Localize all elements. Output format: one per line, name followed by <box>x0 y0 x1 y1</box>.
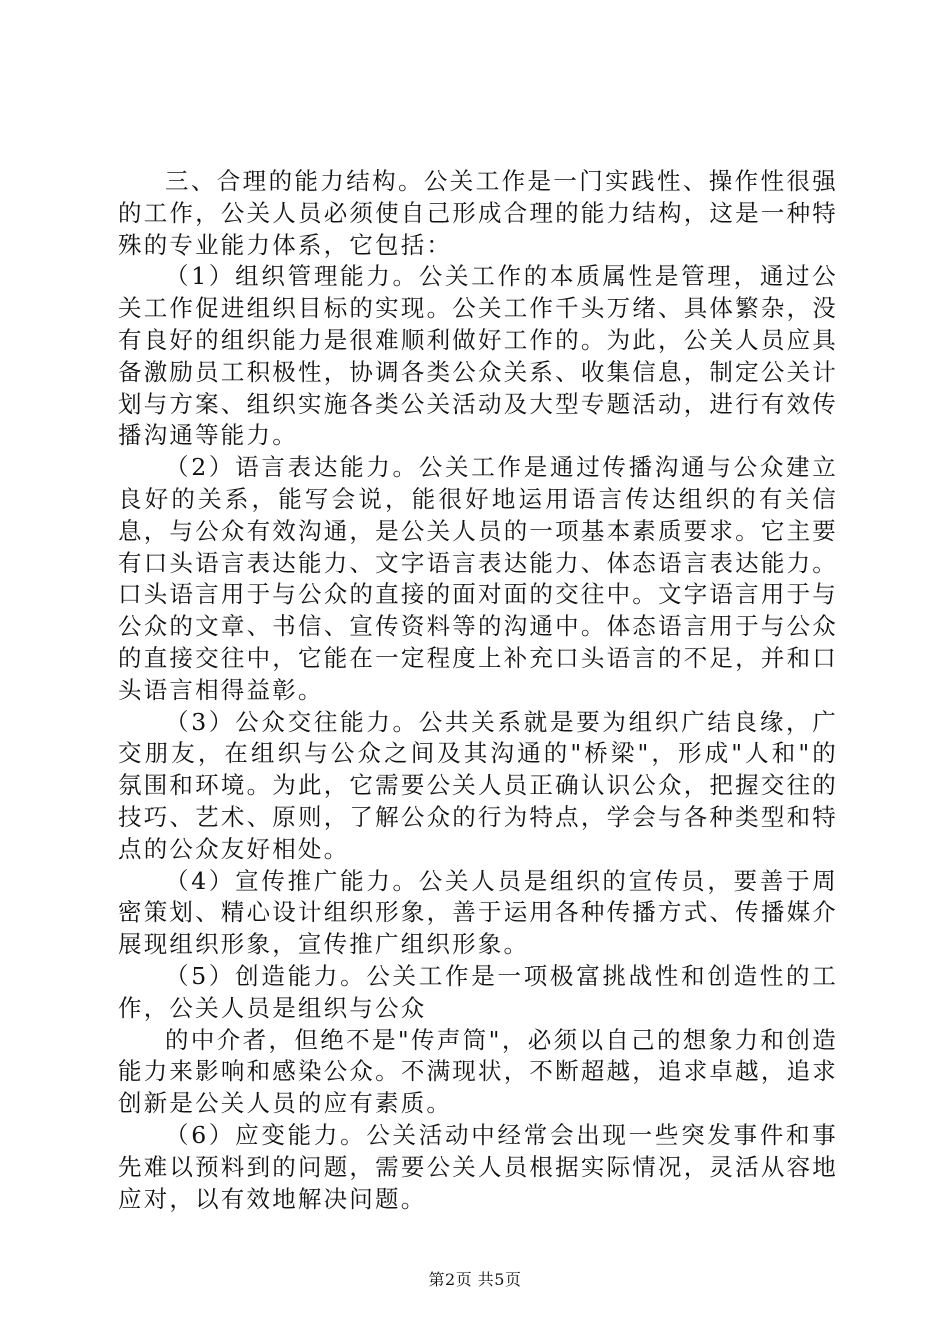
page-number-label: 第2页 共5页 <box>428 1270 522 1289</box>
page-footer <box>0 1270 950 1290</box>
paragraph-creativity-part1: （5）创造能力。公关工作是一项极富挑战性和创造性的工作，公关人员是组织与公众 <box>118 961 838 1022</box>
paragraph-public-interaction: （3）公众交往能力。公共关系就是要为组织广结良缘，广交朋友，在组织与公众之间及其沟通的"桥梁"，形成"人和"的氛围和环境。为此，它需要公关人员正确认识公众，把握交往的技巧、艺术、原则，了解公众的行为特点，学会与各种类型和特点的公众友好相处。 <box>118 707 838 863</box>
document-body <box>118 166 838 1215</box>
paragraph-adaptability: （6）应变能力。公关活动中经常会出现一些突发事件和事先难以预料到的问题，需要公关人员根据实际情况，灵活从容地应对，以有效地解决问题。 <box>118 1120 838 1213</box>
paragraph-organization-management: （1）组织管理能力。公关工作的本质属性是管理，通过公关工作促进组织目标的实现。公关工作千头万绪、具体繁杂，没有良好的组织能力是很难顺利做好工作的。为此，公关人员应具备激励员工积极性，协调各类公众关系、收集信息，制定公关计划与方案、组织实施各类公关活动及大型专题活动，进行有效传播沟通等能力。 <box>118 262 838 450</box>
paragraph-language-expression: （2）语言表达能力。公关工作是通过传播沟通与公众建立良好的关系，能写会说，能很好地运用语言传达组织的有关信息，与公众有效沟通，是公关人员的一项基本素质要求。它主要有口头语言表达能力、文字语言表达能力、体态语言表达能力。口头语言用于与公众的直接的面对面的交往中。文字语言用于与公众的文章、书信、宣传资料等的沟通中。体态语言用于与公众的直接交往中，它能在一定程度上补充口头语言的不足，并和口头语言相得益彰。 <box>118 453 838 704</box>
paragraph-ability-structure: 三、合理的能力结构。公关工作是一门实践性、操作性很强的工作，公关人员必须使自己形成合理的能力结构，这是一种特殊的专业能力体系，它包括： <box>118 167 838 259</box>
paragraph-promotion: （4）宣传推广能力。公关人员是组织的宣传员，要善于周密策划、精心设计组织形象，善于运用各种传播方式、传播媒介展现组织形象，宣传推广组织形象。 <box>118 866 838 959</box>
paragraph-creativity-part2: 的中介者，但绝不是"传声筒"，必须以自己的想象力和创造能力来影响和感染公众。不满现状，不断超越，追求卓越，追求创新是公关人员的应有素质。 <box>118 1025 838 1118</box>
